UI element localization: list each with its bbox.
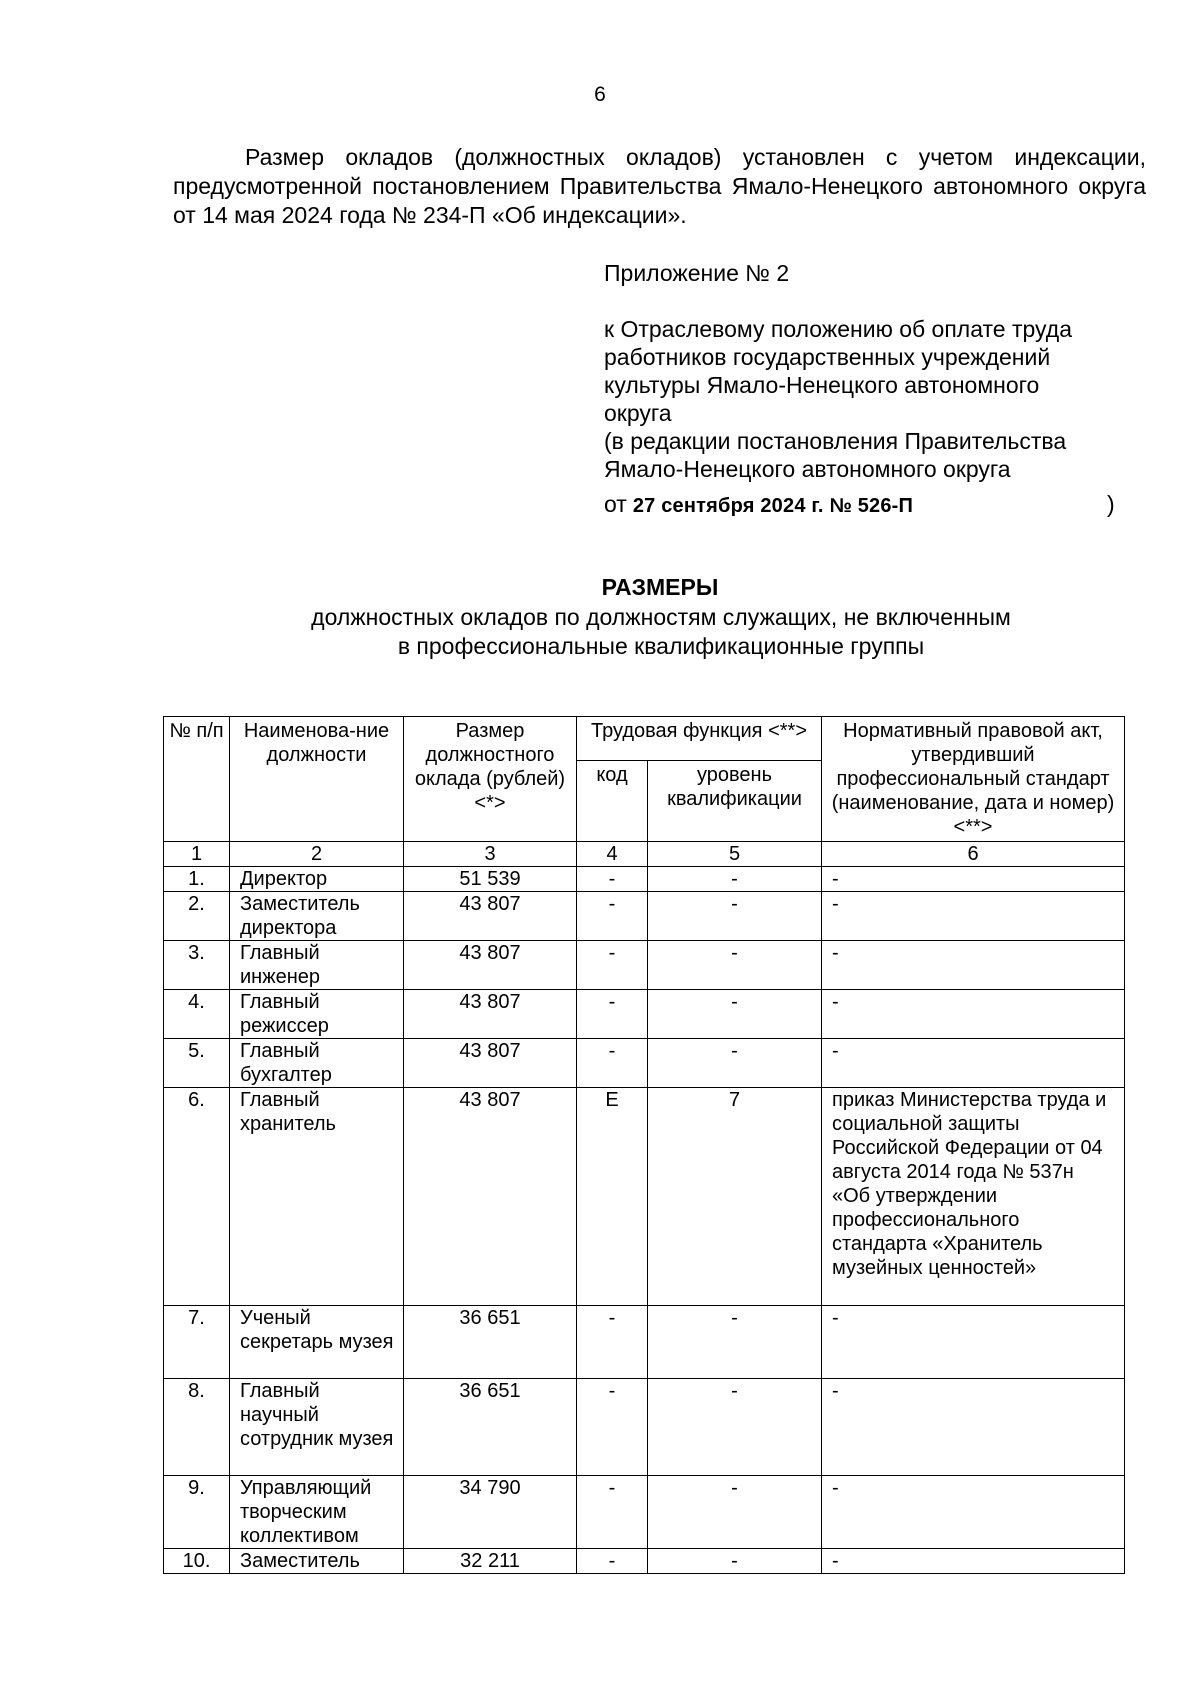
column-number: 6 xyxy=(822,842,1125,867)
salary-value: 43 807 xyxy=(404,990,577,1039)
function-code: - xyxy=(577,1379,648,1476)
salary-table-body xyxy=(164,867,1125,1574)
header-act: Нормативный правовой акт, утвердивший профессиональный стандарт (наименование, дата и номер) <**> xyxy=(822,717,1125,842)
salary-value: 43 807 xyxy=(404,1088,577,1306)
qualification-level: - xyxy=(648,867,822,892)
header-name: Наименова-ние должности xyxy=(230,717,404,842)
position-name: Главный научный сотрудник музея xyxy=(230,1379,404,1476)
row-number: 9. xyxy=(164,1476,230,1549)
column-number: 1 xyxy=(164,842,230,867)
position-name: Заместитель xyxy=(230,1549,404,1574)
document-title: РАЗМЕРЫ xyxy=(601,574,719,600)
row-number: 5. xyxy=(164,1039,230,1088)
function-code: Е xyxy=(577,1088,648,1306)
qualification-level: - xyxy=(648,1379,822,1476)
subtitle-line: в профессиональные квалификационные группы xyxy=(397,633,925,659)
regulatory-act: - xyxy=(822,892,1125,941)
function-code: - xyxy=(577,1476,648,1549)
regulatory-act: - xyxy=(822,1039,1125,1088)
regulatory-act: - xyxy=(822,867,1125,892)
qualification-level: - xyxy=(648,1039,822,1088)
closing-paren: ) xyxy=(1107,491,1115,517)
intro-paragraph: Размер окладов (должностных окладов) установлен с учетом индексации, предусмотренной постановлением Правительства Ямало-Ненецкого автономного округа от 14 мая 2024 года № 234-П «Об индексации». xyxy=(173,144,1146,228)
regulatory-act: - xyxy=(822,990,1125,1039)
appendix-reference xyxy=(604,315,1164,483)
appendix-line: культуры Ямало-Ненецкого автономного xyxy=(604,372,1040,398)
qualification-level: - xyxy=(648,990,822,1039)
table-row xyxy=(164,1476,1125,1549)
header-level: уровень квалификации xyxy=(648,761,822,842)
row-number: 6. xyxy=(164,1088,230,1306)
regulatory-act: - xyxy=(822,941,1125,990)
row-number: 7. xyxy=(164,1306,230,1379)
row-number: 2. xyxy=(164,892,230,941)
table-row xyxy=(164,1039,1125,1088)
regulatory-act: - xyxy=(822,1476,1125,1549)
appendix-title: Приложение № 2 xyxy=(604,260,790,286)
function-code: - xyxy=(577,1549,648,1574)
resolution-date: 27 сентября 2024 г. № 526-П xyxy=(632,495,914,517)
row-number: 10. xyxy=(164,1549,230,1574)
header-salary: Размер должностного оклада (рублей) <*> xyxy=(404,717,577,842)
regulatory-act: - xyxy=(822,1549,1125,1574)
date-prefix: от xyxy=(604,491,627,517)
qualification-level: 7 xyxy=(648,1088,822,1306)
header-function: Трудовая функция <**> xyxy=(577,717,822,761)
qualification-level: - xyxy=(648,892,822,941)
qualification-level: - xyxy=(648,1476,822,1549)
column-number: 5 xyxy=(648,842,822,867)
subtitle-line: должностных окладов по должностям служащих, не включенным xyxy=(311,604,1011,630)
qualification-level: - xyxy=(648,1306,822,1379)
header-num: № п/п xyxy=(164,717,230,842)
function-code: - xyxy=(577,941,648,990)
salary-value: 36 651 xyxy=(404,1379,577,1476)
position-name: Управляющий творческим коллективом xyxy=(230,1476,404,1549)
row-number: 8. xyxy=(164,1379,230,1476)
appendix-line: работников государственных учреждений xyxy=(604,344,1051,370)
qualification-level: - xyxy=(648,941,822,990)
column-number: 3 xyxy=(404,842,577,867)
row-number: 3. xyxy=(164,941,230,990)
document-subtitle xyxy=(258,603,1064,661)
column-number: 2 xyxy=(230,842,404,867)
regulatory-act: - xyxy=(822,1306,1125,1379)
salary-value: 43 807 xyxy=(404,1039,577,1088)
regulatory-act: приказ Министерства труда и социальной защиты Российской Федерации от 04 августа 2014 года № 537н «Об утверждении профессионального стандарта «Хранитель музейных ценностей» xyxy=(822,1088,1125,1306)
appendix-line: (в редакции постановления Правительства xyxy=(604,428,1067,454)
table-row xyxy=(164,1088,1125,1306)
table-row xyxy=(164,867,1125,892)
appendix-line: Ямало-Ненецкого автономного округа xyxy=(604,456,1011,482)
table-row xyxy=(164,1549,1125,1574)
position-name: Главный инженер xyxy=(230,941,404,990)
function-code: - xyxy=(577,1039,648,1088)
function-code: - xyxy=(577,892,648,941)
page-number: 6 xyxy=(594,83,606,106)
function-code: - xyxy=(577,1306,648,1379)
table-row xyxy=(164,941,1125,990)
qualification-level: - xyxy=(648,1549,822,1574)
appendix-date-line xyxy=(604,490,1124,520)
position-name: Главный бухгалтер xyxy=(230,1039,404,1088)
column-number: 4 xyxy=(577,842,648,867)
function-code: - xyxy=(577,867,648,892)
row-number: 1. xyxy=(164,867,230,892)
salary-value: 43 807 xyxy=(404,892,577,941)
function-code: - xyxy=(577,990,648,1039)
row-number: 4. xyxy=(164,990,230,1039)
salary-value: 36 651 xyxy=(404,1306,577,1379)
position-name: Директор xyxy=(230,867,404,892)
table-row xyxy=(164,1379,1125,1476)
table-row xyxy=(164,1306,1125,1379)
salary-value: 51 539 xyxy=(404,867,577,892)
table-row xyxy=(164,990,1125,1039)
salary-value: 34 790 xyxy=(404,1476,577,1549)
table-row xyxy=(164,892,1125,941)
appendix-line: округа xyxy=(604,400,672,426)
position-name: Заместитель директора xyxy=(230,892,404,941)
position-name: Главный режиссер xyxy=(230,990,404,1039)
salary-value: 32 211 xyxy=(404,1549,577,1574)
position-name: Ученый секретарь музея xyxy=(230,1306,404,1379)
header-code: код xyxy=(577,761,648,842)
position-name: Главный хранитель xyxy=(230,1088,404,1306)
regulatory-act: - xyxy=(822,1379,1125,1476)
salary-table xyxy=(163,716,1125,1574)
salary-value: 43 807 xyxy=(404,941,577,990)
appendix-line: к Отраслевому положению об оплате труда xyxy=(604,316,1072,342)
